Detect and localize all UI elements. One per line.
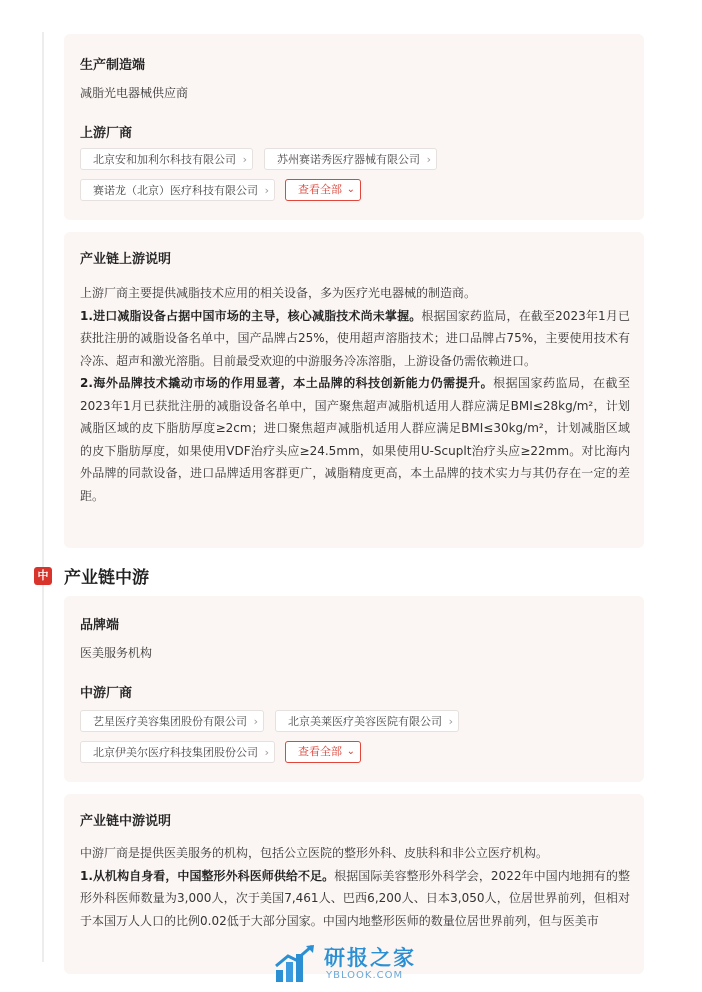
upstream-point-2-text: 根据国家药监局，在截至2023年1月已获批注册的减脂设备名单中，国产聚焦超声减脂机适用人群应满足BMI≤28kg/m²，计划减脂区域的皮下脂肪厚度≥2cm；进口聚焦超声减脂机适用人群应满足BMI≤30kg/m²，计划减脂区域的皮下脂肪厚度，如果使用VDF治疗头应≥24.5mm，如果使用U-Scuplt治疗头应≥22mm。对比海内外品牌的同款设备，进口品牌适用客群更广，减脂精度更高，本土品牌的技术实力与其仍存在一定的差距。	[80, 376, 630, 503]
midstream-explain-title: 产业链中游说明	[80, 814, 172, 829]
watermark-logo	[274, 942, 464, 986]
vendor-chip[interactable]	[80, 710, 264, 732]
section-badge: 中	[34, 567, 52, 585]
vendor-chip-label: 北京安和加利尔科技有限公司	[93, 153, 236, 166]
chevron-right-icon: ›	[242, 153, 247, 166]
midstream-explain-body	[80, 842, 630, 932]
midstream-intro: 中游厂商是提供医美服务的机构，包括公立医院的整形外科、皮肤科和非公立医疗机构。	[80, 846, 549, 860]
view-all-label: 查看全部	[298, 745, 342, 758]
vendor-chip-label: 北京伊美尔医疗科技集团股份公司	[93, 746, 258, 759]
vendor-chip-label: 北京美莱医疗美容医院有限公司	[288, 715, 442, 728]
upstream-point-1-text: 根据国家药监局，在截至2023年1月已获批注册的减脂设备名单中，国产品牌占25%，使用超声溶脂技术；进口品牌占75%，主要使用技术有冷冻、超声和激光溶脂。目前最受欢迎的中游服务冷冻溶脂，上游设备仍需依赖进口。	[80, 308, 630, 368]
view-all-button[interactable]	[285, 179, 361, 201]
midstream-vendors-title: 中游厂商	[80, 686, 133, 701]
chevron-right-icon: ›	[264, 746, 269, 759]
vendor-chip[interactable]	[275, 710, 459, 732]
midstream-brand-desc: 医美服务机构	[80, 646, 153, 660]
vendor-chip[interactable]	[264, 148, 437, 170]
view-all-button[interactable]	[285, 741, 361, 763]
upstream-brand-desc: 减脂光电器械供应商	[80, 86, 189, 100]
watermark-url: YBLOOK.COM	[326, 970, 404, 981]
chevron-down-icon: ⌄	[346, 184, 355, 195]
upstream-point-2-bold: 2.海外品牌技术撬动市场的作用显著，本土品牌的科技创新能力仍需提升。	[80, 376, 494, 390]
vendor-chip[interactable]	[80, 741, 275, 763]
bar-chart-icon	[274, 944, 318, 984]
vendor-chip-label: 艺星医疗美容集团股份有限公司	[93, 715, 247, 728]
upstream-point-2	[80, 372, 630, 507]
timeline-line	[42, 32, 44, 962]
view-all-label: 查看全部	[298, 183, 342, 196]
upstream-explain-title: 产业链上游说明	[80, 252, 172, 267]
midstream-point-1-bold: 1.从机构自身看，中国整形外科医师供给不足。	[80, 868, 335, 883]
upstream-point-1-bold: 1.进口减脂设备占据中国市场的主导，核心减脂技术尚未掌握。	[80, 308, 422, 323]
chevron-right-icon: ›	[448, 715, 453, 728]
upstream-point-1	[80, 305, 630, 373]
watermark-text: 研报之家	[324, 946, 416, 970]
upstream-explain-card	[64, 232, 644, 548]
midstream-brand-title: 品牌端	[80, 618, 120, 633]
section-heading: 产业链中游	[64, 568, 149, 588]
vendor-chip-label: 赛诺龙（北京）医疗科技有限公司	[93, 184, 258, 197]
vendor-chip[interactable]	[80, 148, 253, 170]
chevron-right-icon: ›	[426, 153, 431, 166]
upstream-explain-body	[80, 282, 630, 507]
chevron-right-icon: ›	[264, 184, 269, 197]
chevron-down-icon: ⌄	[346, 746, 355, 757]
chevron-right-icon: ›	[253, 715, 258, 728]
upstream-intro: 上游厂商主要提供减脂技术应用的相关设备，多为医疗光电器械的制造商。	[80, 286, 477, 300]
vendor-chip[interactable]	[80, 179, 275, 201]
midstream-point-1	[80, 865, 630, 933]
midstream-vendor-card	[64, 596, 644, 782]
midstream-point-1-text: 根据国际美容整形外科学会，2022年中国内地拥有的整形外科医师数量为3,000人，次于美国7,461人、巴西6,200人、日本3,050人，位居世界前列，但相对于本国万人人口的比例0.02低于大部分国家。中国内地整形医师的数量位居世界前列，但与医美市	[80, 868, 630, 928]
vendor-chip-label: 苏州赛诺秀医疗器械有限公司	[277, 153, 420, 166]
upstream-brand-title: 生产制造端	[80, 58, 146, 73]
upstream-vendor-card	[64, 34, 644, 220]
upstream-vendors-title: 上游厂商	[80, 126, 133, 141]
